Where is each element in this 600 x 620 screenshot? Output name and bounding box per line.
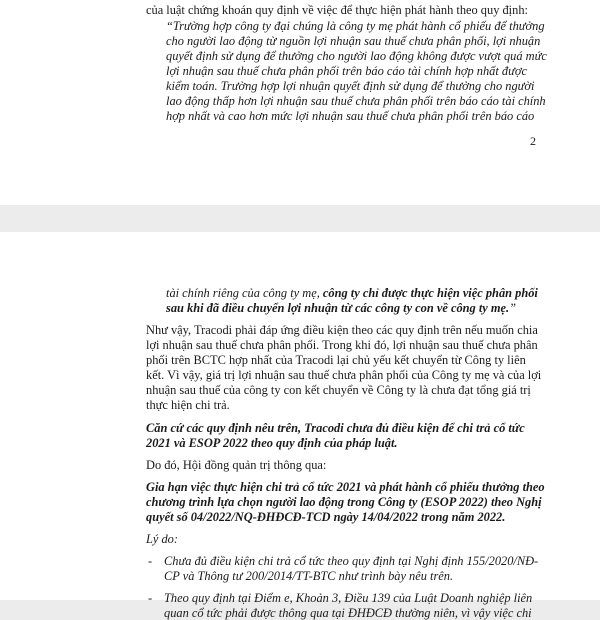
text-line: kết. Vì vậy, giá trị lợi nhuận sau thuế chưa phân phối của Công ty mẹ và của lợi [146, 368, 542, 382]
bullet-dash: - [148, 591, 153, 605]
text-line: lao động thấp hơn lợi nhuận sau thuế chưa phân phối trên báo cáo tài chính [166, 94, 546, 108]
page-number: 2 [530, 134, 536, 148]
bullet-line: quan cổ tức phải được thông qua tại ĐHĐCĐ thường niên, vì vậy việc chi [164, 606, 532, 620]
text-line: nhuận sau thuế của công ty con kết chuyển về Công ty là chưa đạt tổng giá trị [146, 383, 531, 397]
bullet-line: CP và Thông tư 200/2014/TT-BTC như trình bày nêu trên. [164, 569, 454, 583]
quote-bold-text: công ty chỉ được thực hiện việc phân phối [322, 286, 538, 300]
page-gap [0, 205, 600, 232]
quote-line [166, 301, 516, 315]
quote-end-mark: ” [509, 301, 517, 315]
text-line: cho người lao động từ nguồn lợi nhuận sau thuế chưa phân phối, lợi nhuận [166, 34, 541, 48]
text-line: quyết định sử dụng để thưởng cho người lao động không được vượt quá mức [166, 49, 547, 63]
resolution-line: quyết số 04/2022/NQ-ĐHĐCĐ-TCD ngày 14/04/2022 trong năm 2022. [146, 510, 506, 524]
conclusion-line: Căn cứ các quy định nêu trên, Tracodi chưa đủ điều kiện để chi trả cổ tức [146, 421, 525, 435]
bullet-dash: - [148, 554, 153, 568]
bullet-line: Chưa đủ điều kiện chi trả cổ tức theo quy định tại Nghị định 155/2020/NĐ- [164, 554, 539, 568]
document-page-bottom [0, 232, 600, 620]
quote-line [166, 286, 538, 300]
reasons-label: Lý do: [146, 532, 179, 546]
text-line: của luật chứng khoán quy định về việc để thực hiện phát hành theo quy định: [146, 3, 528, 17]
bullet-line: Theo quy định tại Điểm e, Khoản 3, Điều 139 của Luật Doanh nghiệp liên [164, 591, 533, 605]
quote-bold-text: sau khi đã điều chuyển lợi nhuận từ các công ty con về công ty mẹ. [166, 301, 510, 315]
text-line: thực hiện chi trả. [146, 398, 230, 412]
text-line: lợi nhuận sau thuế chưa phân phối. Trong khi đó, lợi nhuận sau thuế chưa phân [146, 338, 538, 352]
resolution-line: chương trình lựa chọn người lao động trong Công ty (ESOP 2022) theo Nghị [146, 495, 542, 509]
text-line: lợi nhuận sau thuế chưa phân phối trên báo cáo tài chính hợp nhất được [166, 64, 527, 78]
text-line: “Trường hợp công ty đại chúng là công ty mẹ phát hành cổ phiếu để thưởng [166, 19, 545, 33]
text-line: Do đó, Hội đồng quản trị thông qua: [146, 458, 327, 472]
quote-italic-text: tài chính riêng của công ty mẹ, [166, 286, 323, 300]
text-line: hợp nhất và cao hơn mức lợi nhuận sau thuế chưa phân phối trên báo cáo [166, 109, 535, 123]
text-line: phối trên BCTC hợp nhất của Tracodi lại chủ yếu kết chuyển từ Công ty liên [146, 353, 526, 367]
text-line: kiểm toán. Trường hợp lợi nhuận quyết định sử dụng để thưởng cho người [166, 79, 535, 93]
document-page-top [0, 0, 600, 205]
conclusion-line: 2021 và ESOP 2022 theo quy định của pháp luật. [146, 436, 398, 450]
text-line: Như vậy, Tracodi phải đáp ứng điều kiện theo các quy định trên nếu muốn chia [146, 323, 538, 337]
resolution-line: Gia hạn việc thực hiện chi trả cổ tức 2021 và phát hành cổ phiếu thưởng theo [146, 480, 545, 494]
